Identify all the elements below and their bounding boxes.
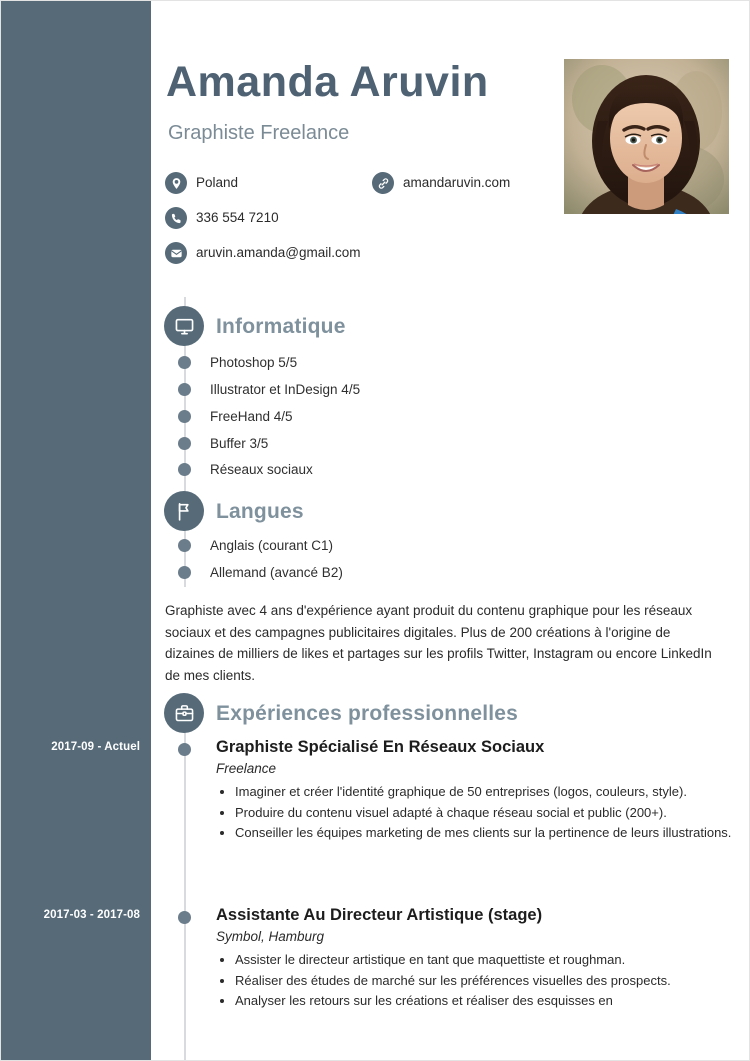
bullet-dot xyxy=(178,383,191,396)
skill-label: Illustrator et InDesign 4/5 xyxy=(210,382,361,397)
list-item: Réaliser des études de marché sur les préférences visuelles des prospects. xyxy=(216,971,736,991)
experience-entry xyxy=(164,737,736,844)
skill-label: Buffer 3/5 xyxy=(210,436,269,451)
link-icon xyxy=(372,172,394,194)
briefcase-icon xyxy=(164,693,204,733)
contact-location xyxy=(165,172,238,194)
list-item: Analyser les retours sur les créations et réaliser des esquisses en xyxy=(216,991,736,1011)
list-item xyxy=(164,380,360,399)
profile-photo xyxy=(564,59,729,214)
monitor-icon xyxy=(164,306,204,346)
list-item xyxy=(164,434,268,453)
contact-phone xyxy=(165,207,279,229)
section-langues-title: Langues xyxy=(216,499,304,523)
website-text: amandaruvin.com xyxy=(403,175,511,190)
job-responsibilities xyxy=(216,782,736,843)
bullet-dot xyxy=(178,410,191,423)
location-pin-icon xyxy=(165,172,187,194)
language-label: Allemand (avancé B2) xyxy=(210,565,343,580)
language-label: Anglais (courant C1) xyxy=(210,538,334,553)
job-date-0: 2017-09 - Actuel xyxy=(51,741,140,753)
main-content xyxy=(151,1,750,1061)
section-experiences-header xyxy=(164,693,518,733)
list-item xyxy=(164,353,297,372)
job-title: Assistante Au Directeur Artistique (stage) xyxy=(216,906,543,924)
phone-icon xyxy=(165,207,187,229)
list-item: Conseiller les équipes marketing de mes clients sur la pertinence de leurs illustrations. xyxy=(216,823,736,843)
bullet-dot xyxy=(178,463,191,476)
bullet-dot xyxy=(178,539,191,552)
job-date-1: 2017-03 - 2017-08 xyxy=(43,909,140,921)
bullet-dot xyxy=(178,356,191,369)
profile-summary: Graphiste avec 4 ans d'expérience ayant produit du contenu graphique pour les réseaux sociaux et des campagnes publicitaires digitales. Plus de 200 créations à l'origine de dizaines de milliers de likes et partages sur les profils Twitter, Instagram ou encore LinkedIn de mes clients. xyxy=(165,603,712,683)
list-item: Assister le directeur artistique en tant que maquettiste et roughman. xyxy=(216,950,736,970)
envelope-icon xyxy=(165,242,187,264)
skill-label: FreeHand 4/5 xyxy=(210,409,293,424)
location-text: Poland xyxy=(196,175,239,190)
job-responsibilities xyxy=(216,950,736,1011)
flag-icon xyxy=(164,491,204,531)
section-informatique-header xyxy=(164,306,346,346)
section-experiences-title: Expériences professionnelles xyxy=(216,701,519,725)
section-informatique-title: Informatique xyxy=(216,314,346,338)
bullet-dot xyxy=(178,437,191,450)
job-company: Freelance xyxy=(216,761,277,776)
bullet-dot xyxy=(178,566,191,579)
experience-entry xyxy=(164,905,736,1012)
list-item: Produire du contenu visuel adapté à chaque réseau social et public (200+). xyxy=(216,803,736,823)
job-subtitle: Graphiste Freelance xyxy=(168,122,350,144)
list-item xyxy=(164,536,333,555)
list-item xyxy=(164,407,293,426)
bullet-dot xyxy=(178,743,191,756)
list-item xyxy=(164,460,313,479)
page-title: Amanda Aruvin xyxy=(166,58,489,106)
bullet-dot xyxy=(178,911,191,924)
job-company: Symbol, Hamburg xyxy=(216,929,325,944)
list-item xyxy=(164,563,343,582)
contact-website[interactable] xyxy=(372,172,510,194)
skill-label: Réseaux sociaux xyxy=(210,462,313,477)
list-item: Imaginer et créer l'identité graphique de 50 entreprises (logos, couleurs, style). xyxy=(216,782,736,802)
contact-email xyxy=(165,242,361,264)
section-langues-header xyxy=(164,491,304,531)
skill-label: Photoshop 5/5 xyxy=(210,355,298,370)
phone-text: 336 554 7210 xyxy=(196,210,279,225)
email-text: aruvin.amanda@gmail.com xyxy=(196,245,361,260)
job-title: Graphiste Spécialisé En Réseaux Sociaux xyxy=(216,738,545,756)
sidebar xyxy=(1,1,151,1061)
